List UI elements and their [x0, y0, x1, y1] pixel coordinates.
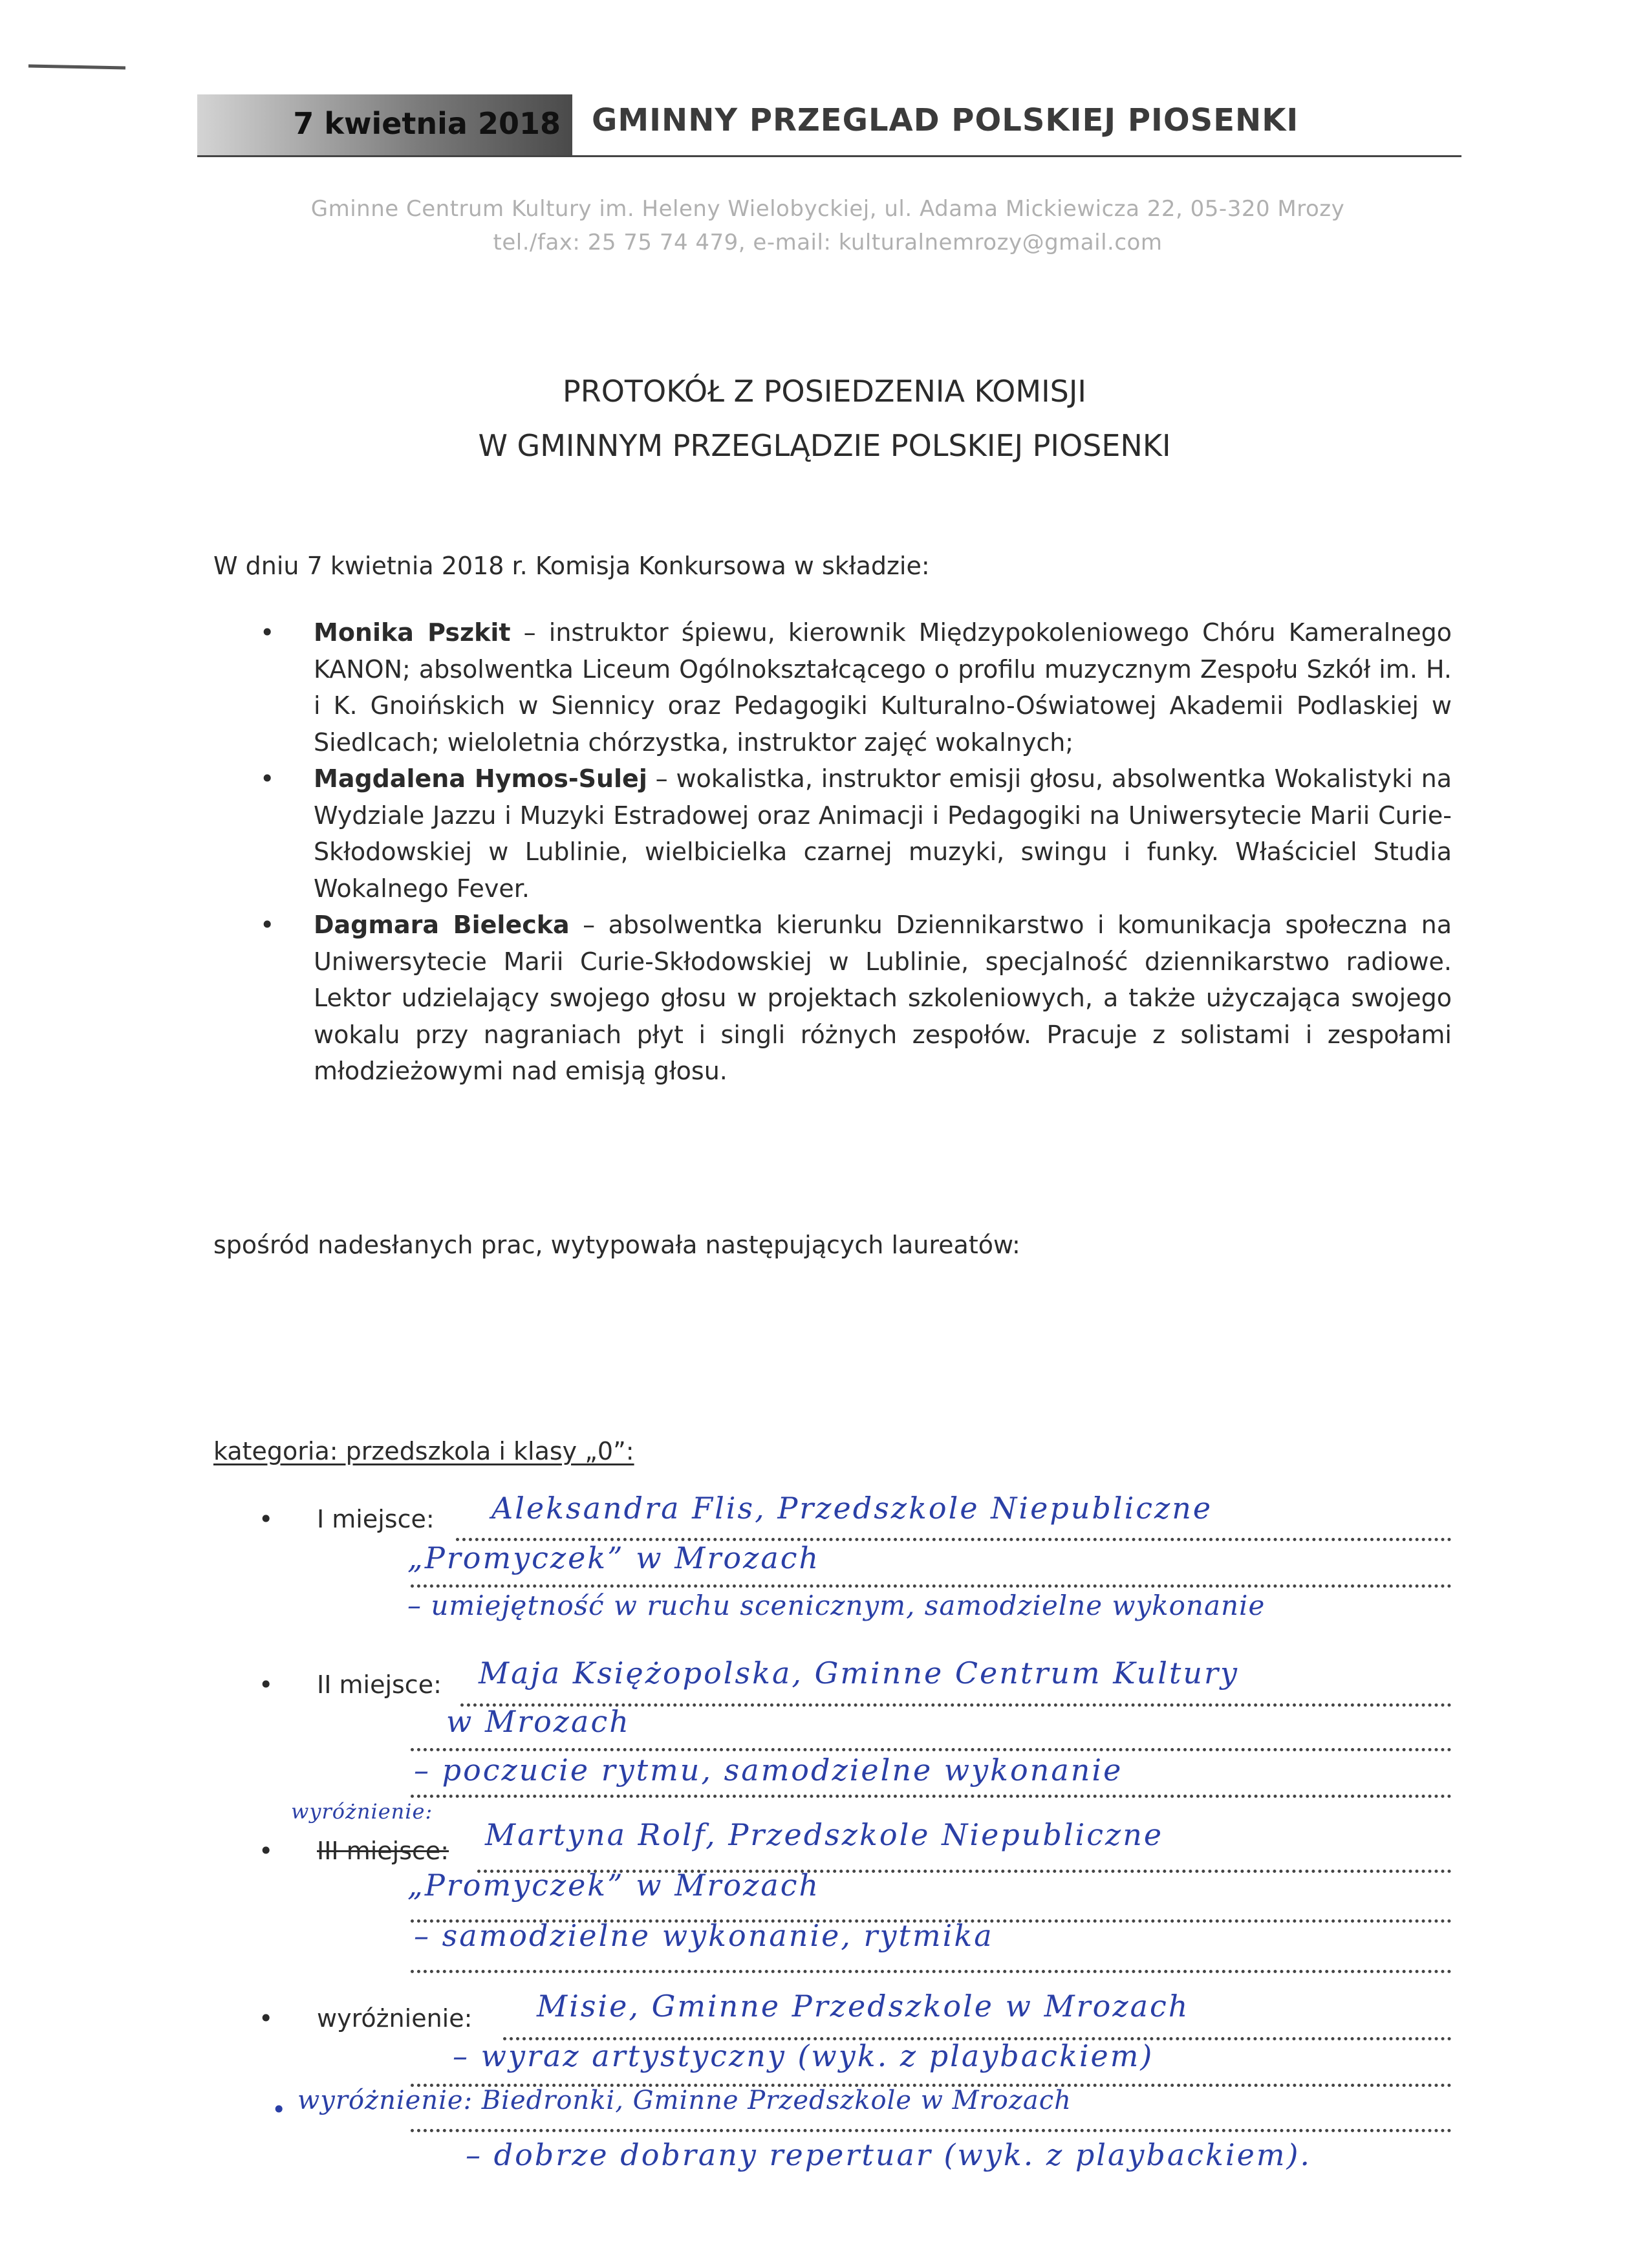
- bullet: •: [272, 2095, 286, 2124]
- third-place-school: „Promyczek” w Mrozach: [407, 1868, 821, 1903]
- first-place-justification: – umiejętność w ruchu scenicznym, samodzielne wykonanie: [407, 1590, 1266, 1621]
- second-place-justification: – poczucie rytmu, samodzielne wykonanie: [414, 1753, 1123, 1787]
- category-heading: kategoria: przedszkola i klasy „0”:: [213, 1437, 634, 1465]
- first-place-label: I miejsce:: [317, 1505, 435, 1533]
- third-place-label: III miejsce:: [317, 1837, 449, 1865]
- second-place-school: w Mrozach: [446, 1704, 630, 1739]
- second-place-winner: Maja Księżopolska, Gminne Centrum Kultury: [479, 1656, 1240, 1690]
- third-place-justification: – samodzielne wykonanie, rytmika: [414, 1918, 994, 1953]
- document-title: PROTOKÓŁ Z POSIEDZENIA KOMISJI: [563, 374, 1086, 409]
- bullet: •: [259, 1670, 274, 1699]
- distinction-justification: – wyraz artystyczny (wyk. z playbackiem): [453, 2038, 1154, 2073]
- jury-member: [213, 761, 1452, 907]
- third-place-handwritten-label: wyróżnienie:: [291, 1799, 433, 1824]
- first-place-winner: Aleksandra Flis, Przedszkole Niepubliczne: [491, 1491, 1213, 1526]
- bullet: •: [259, 1505, 274, 1533]
- header-divider: [197, 155, 1461, 157]
- second-place-label: II miejsce:: [317, 1670, 442, 1699]
- distinction-label: wyróżnienie:: [317, 2004, 473, 2033]
- bullet: •: [260, 764, 275, 793]
- address-line: Gminne Centrum Kultury im. Heleny Wielobyckiej, ul. Adama Mickiewicza 22, 05-320 Mrozy: [310, 196, 1345, 222]
- dotted-line: [411, 1584, 1452, 1588]
- header-date-band: [197, 94, 572, 157]
- bullet: •: [260, 618, 275, 647]
- second-distinction-justification: – dobrze dobrany repertuar (wyk. z playbackiem).: [466, 2137, 1312, 2172]
- bullet: •: [259, 1837, 274, 1865]
- laureates-intro: spośród nadesłanych prac, wytypowała następujących laureatów:: [213, 1231, 1020, 1259]
- jury-member-name: Monika Pszkit: [314, 618, 511, 647]
- intro-paragraph: W dniu 7 kwietnia 2018 r. Komisja Konkursowa w składzie:: [213, 552, 930, 580]
- scan-corner-mark: [28, 63, 125, 70]
- header-title: GMINNY PRZEGLAD POLSKIEJ PIOSENKI: [592, 102, 1299, 138]
- jury-member-name: Dagmara Bielecka: [314, 911, 570, 939]
- bullet: •: [260, 911, 275, 939]
- jury-member-description: – wokalistka, instruktor emisji głosu, absolwentka Wokalistyki na Wydziale Jazzu i Muzyki Estradowej oraz Animacji i Pedagogiki na Uniwersytecie Marii Curie-Skłodowskiej w Lublinie, wielbicielka czarnej muzyki, swingu i funky. Właściciel Studia Wokalnego Fever.: [314, 764, 1452, 903]
- first-place-school: „Promyczek” w Mrozach: [407, 1540, 821, 1575]
- bullet: •: [259, 2004, 274, 2033]
- distinction-winner: Misie, Gminne Przedszkole w Mrozach: [537, 1989, 1190, 2024]
- header-date: 7 kwietnia 2018: [293, 106, 561, 141]
- third-place-winner: Martyna Rolf, Przedszkole Niepubliczne: [485, 1817, 1164, 1852]
- dotted-line: [411, 1970, 1452, 1973]
- jury-list: [213, 614, 1452, 1090]
- jury-member: [213, 907, 1452, 1090]
- jury-member-name: Magdalena Hymos-Sulej: [314, 764, 647, 793]
- dotted-line: [411, 1748, 1452, 1751]
- contact-line: tel./fax: 25 75 74 479, e-mail: kulturalnemrozy@gmail.com: [493, 230, 1163, 255]
- jury-member: [213, 614, 1452, 761]
- jury-member-description: – instruktor śpiewu, kierownik Międzypokoleniowego Chóru Kameralnego KANON; absolwentka Liceum Ogólnokształcącego o profilu muzycznym Zespołu Szkół im. H. i K. Gnoińskich w Siennicy oraz Pedagogiki Kulturalno-Oświatowej Akademii Podlaskiej w Siedlcach; wieloletnia chórzystka, instruktor zajęć wokalnych;: [314, 618, 1452, 757]
- jury-member-description: – absolwentka kierunku Dziennikarstwo i komunikacja społeczna na Uniwersytecie Marii Curie-Skłodowskiej w Lublinie, specjalność dziennikarstwo radiowe. Lektor udzielający swojego głosu w projektach szkoleniowych, a także użyczająca swojego wokalu przy nagraniach płyt i singli różnych zespołów. Pracuje z solistami i zespołami młodzieżowymi nad emisją głosu.: [314, 911, 1452, 1085]
- dotted-line: [411, 2129, 1452, 2132]
- dotted-line: [411, 1795, 1452, 1798]
- document-subtitle: W GMINNYM PRZEGLĄDZIE POLSKIEJ PIOSENKI: [478, 428, 1171, 463]
- second-distinction-entry: wyróżnienie: Biedronki, Gminne Przedszkole w Mrozach: [297, 2086, 1072, 2115]
